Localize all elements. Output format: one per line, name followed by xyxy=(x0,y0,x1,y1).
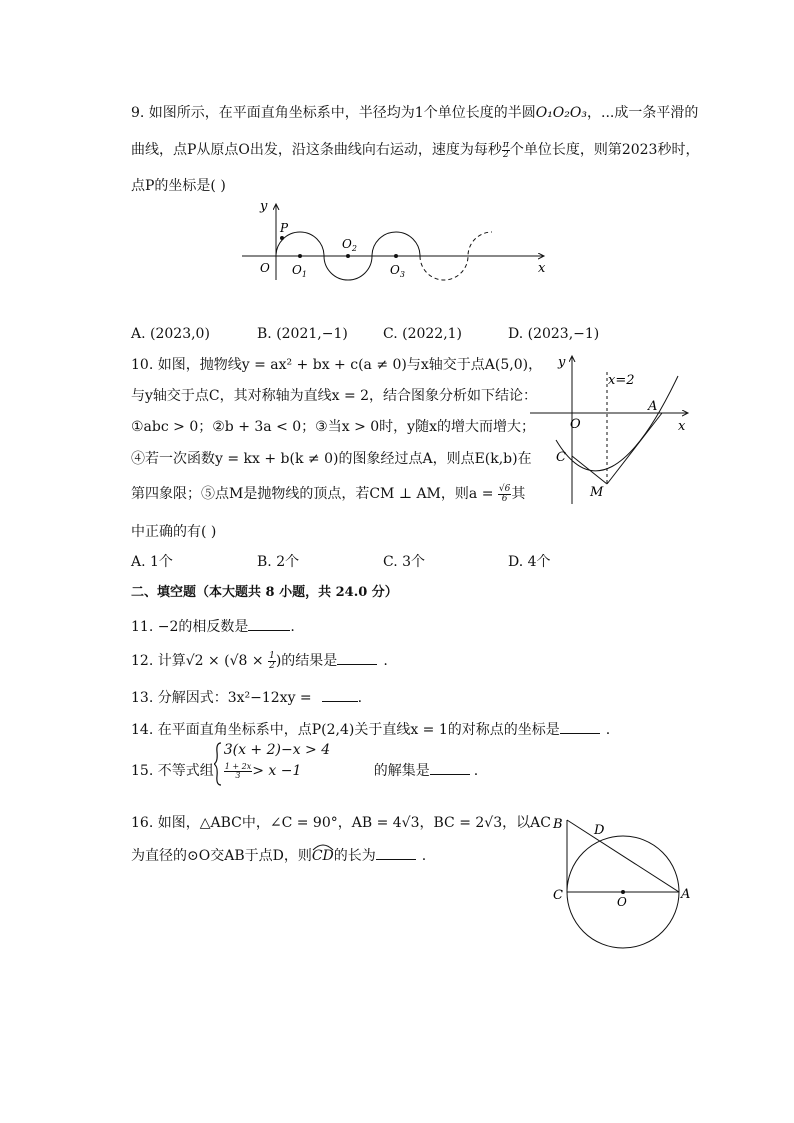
q9-option-b[interactable]: B. (2021,−1) xyxy=(257,326,348,342)
q9-label-o3 xyxy=(390,263,405,279)
q9-label-o3-main: O xyxy=(390,263,400,277)
q11-line xyxy=(131,616,295,637)
q16-label-b: B xyxy=(553,817,563,832)
q11-end: . xyxy=(290,619,295,635)
q10-line-2: 与y轴交于点C，其对称轴为直线x = 2，结合图象分析如下结论： xyxy=(131,388,538,404)
q16-figure xyxy=(546,812,696,952)
q15-row-2-rest: > x −1 xyxy=(252,763,302,779)
q12-fraction xyxy=(268,652,276,671)
q16-line-2 xyxy=(131,845,426,866)
q12-text-b: )的结果是 xyxy=(275,653,338,669)
q9-semicircles: O₁O₂O₃ xyxy=(535,105,587,121)
q10-frac-num: √6 xyxy=(498,483,511,494)
q9-pi-fraction xyxy=(502,141,510,160)
q12-frac-num: 1 xyxy=(269,650,275,661)
q13-answer-blank[interactable] xyxy=(322,687,358,702)
q9-label-y: y xyxy=(260,199,268,214)
q16-label-o: O xyxy=(617,895,627,909)
q9-label-x: x xyxy=(538,261,546,276)
q10-line-6: 中正确的有( ) xyxy=(131,524,217,540)
q9-label-o2-sub: 2 xyxy=(351,244,357,253)
q9-pi: π xyxy=(502,139,509,150)
q9-two: 2 xyxy=(503,149,509,160)
q15-fraction xyxy=(224,763,252,780)
q9-text-2-end: 个单位长度，则第2023秒时， xyxy=(509,142,700,158)
q14-text: 14. 在平面直角坐标系中，点P(2,4)关于直线x = 1的对称点的坐标是 xyxy=(131,722,560,738)
q10-line-3: ①abc > 0；②b + 3a < 0；③当x > 0时，y随x的增大而增大； xyxy=(131,419,535,435)
section-title: 二、填空题（本大题共 8 小题，共 24.0 分） xyxy=(131,585,398,600)
q16-segment-ab xyxy=(567,820,679,892)
q10-option-d[interactable]: D. 4个 xyxy=(508,554,551,570)
q15-text: 15. 不等式组 xyxy=(131,763,214,779)
q10-segment-am xyxy=(607,413,662,484)
q9-option-c[interactable]: C. (2022,1) xyxy=(383,326,463,342)
q10-label-c: C xyxy=(556,450,566,465)
q12-answer-blank[interactable] xyxy=(337,650,377,665)
q15-text-b: 的解集是 xyxy=(373,763,430,779)
q10-text-5-end: 其 xyxy=(511,486,526,502)
q15-row-2 xyxy=(224,761,302,781)
q13-end: . xyxy=(357,690,363,706)
q9-label-origin: O xyxy=(260,261,270,275)
q16-arc-label: CD xyxy=(311,848,334,864)
q10-line-1: 10. 如图，抛物线y = ax² + bx + c(a ≠ 0)与x轴交于点A(5,0)， xyxy=(131,357,543,373)
q10-label-origin: O xyxy=(570,417,581,432)
q15-row-1: 3(x + 2)−x > 4 xyxy=(223,742,331,758)
q9-text-2: 曲线，点P从原点O出发，沿这条曲线向右运动，速度为每秒 xyxy=(131,142,502,158)
q13-line xyxy=(131,687,362,708)
q10-text-5: 第四象限；⑤点M是抛物线的顶点，若CM ⊥ AM，则a = xyxy=(131,486,498,502)
q9-point-p xyxy=(280,236,284,240)
q10-fraction xyxy=(498,485,511,504)
q14-answer-blank[interactable] xyxy=(560,719,600,734)
q10-label-x: x xyxy=(678,419,686,434)
q14-end: . xyxy=(605,722,611,738)
q9-figure xyxy=(236,196,556,288)
q16-text-2b: 的长为 xyxy=(333,848,376,864)
q16-center xyxy=(621,890,625,894)
q10-line-4: ④若一次函数y = kx + b(k ≠ 0)的图象经过点A，则点E(k,b)在 xyxy=(131,451,532,467)
q12-frac-den: 2 xyxy=(269,660,275,671)
q10-label-m: M xyxy=(590,485,604,500)
q16-label-a: A xyxy=(681,887,691,902)
q9-line-1 xyxy=(131,103,698,123)
q16-end: . xyxy=(421,848,427,864)
q16-arc xyxy=(312,846,334,866)
q10-option-c[interactable]: C. 3个 xyxy=(383,554,426,570)
q10-label-y: y xyxy=(558,355,566,370)
q15-end: . xyxy=(473,763,479,779)
q15-answer-blank[interactable] xyxy=(430,760,470,775)
q12-text: 12. 计算√2 × (√8 × xyxy=(131,653,269,669)
q9-text-1: 9. 如图所示，在平面直角坐标系中，半径均为1个单位长度的半圆 xyxy=(131,105,536,121)
q9-label-o3-sub: 3 xyxy=(399,270,405,279)
q13-text: 13. 分解因式：3x²−12xy = xyxy=(131,690,312,706)
q10-frac-den: 6 xyxy=(501,493,508,504)
q12-end: . xyxy=(383,653,388,669)
q9-line-3: 点P的坐标是( ) xyxy=(131,178,226,194)
q16-answer-blank[interactable] xyxy=(376,845,416,860)
q16-label-c: C xyxy=(553,888,563,903)
q9-label-o2 xyxy=(342,237,357,253)
q9-label-o2-main: O xyxy=(342,237,352,251)
q9-text-1-end: ，...成一条平滑的 xyxy=(587,105,699,121)
q16-line-1: 16. 如图，△ABC中，∠C = 90°，AB = 4√3，BC = 2√3，以AC xyxy=(131,815,551,831)
q10-line-5 xyxy=(131,484,525,504)
q15-system xyxy=(214,742,364,784)
q14-line xyxy=(131,719,610,740)
q16-label-d: D xyxy=(594,823,605,838)
q9-point-o3 xyxy=(394,254,398,258)
q9-point-o1 xyxy=(298,254,302,258)
q9-option-a[interactable]: A. (2023,0) xyxy=(131,326,210,342)
q15-line xyxy=(131,742,479,784)
q9-label-p: P xyxy=(280,221,289,235)
q11-text: 11. −2的相反数是 xyxy=(131,619,249,635)
q15-frac-den: 3 xyxy=(235,770,241,780)
q10-option-a[interactable]: A. 1个 xyxy=(131,554,173,570)
q10-option-b[interactable]: B. 2个 xyxy=(257,554,300,570)
q9-label-o1-sub: 1 xyxy=(301,270,307,279)
q9-point-o2 xyxy=(346,254,350,258)
q9-line-2 xyxy=(131,140,699,160)
q16-text-2: 为直径的⊙O交AB于点D，则 xyxy=(131,848,312,864)
q15-brace xyxy=(214,742,222,786)
q10-label-axis: x=2 xyxy=(608,373,635,388)
q12-line xyxy=(131,650,388,671)
q11-answer-blank[interactable] xyxy=(248,616,290,631)
q10-label-a: A xyxy=(648,399,658,414)
q9-label-o1 xyxy=(292,263,307,279)
q9-label-o1-main: O xyxy=(292,263,302,277)
q10-figure xyxy=(526,350,698,510)
q16-arc-mark xyxy=(312,843,334,851)
q9-option-d[interactable]: D. (2023,−1) xyxy=(508,326,600,342)
q15-frac-num: 1 + 2x xyxy=(224,761,252,771)
